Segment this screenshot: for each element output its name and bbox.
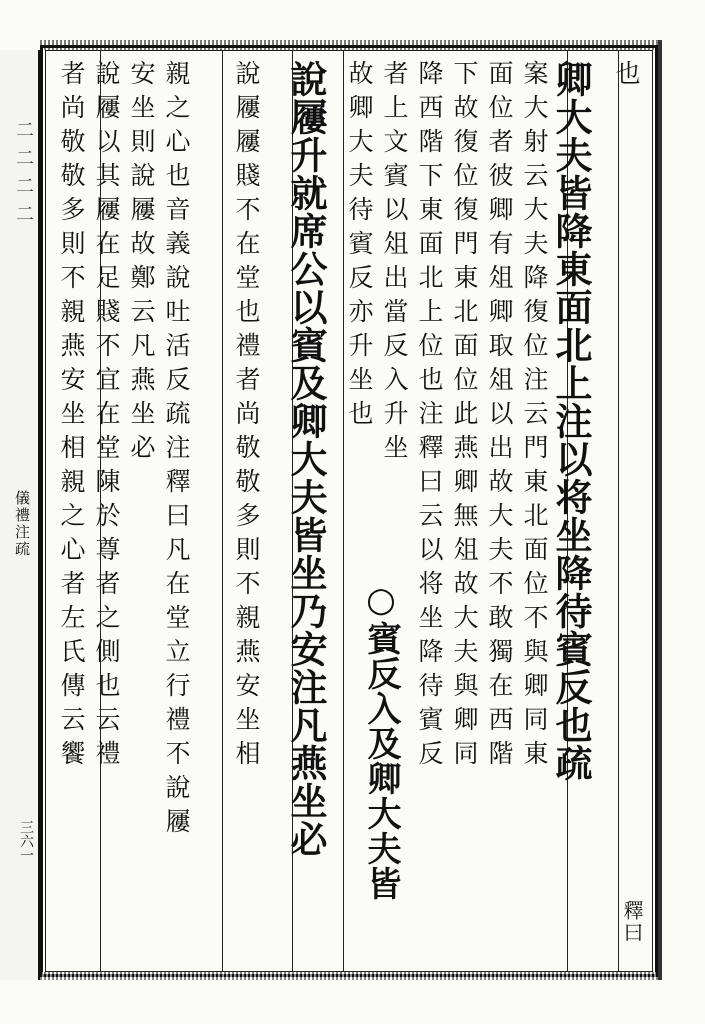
inline-mark: ○賓反入及卿大夫皆: [361, 580, 401, 901]
bottom-border-hatch: [40, 972, 658, 980]
text-column: 者上文賓以俎出當反入升坐: [380, 60, 409, 468]
text-column: 說屨升就席公以賓及卿大夫皆坐乃安注凡燕坐必: [284, 60, 328, 858]
text-column: 降西階下東面北上位也注釋曰云以将坐降待賓反: [415, 60, 444, 774]
text-column: 也: [612, 60, 641, 94]
column-rule: [222, 50, 223, 972]
text-column: 下故復位復門東北面位此燕卿無俎故大夫與卿同: [450, 60, 479, 774]
column-rule: [343, 50, 344, 972]
page-fold-margin: [0, 50, 40, 980]
text-column: 說屨以其屨在足賤不宜在堂陳於尊者之側也云禮: [92, 60, 121, 774]
text-column: 故卿大夫待賓反亦升坐也: [345, 60, 374, 434]
text-column: 面位者彼卿有俎卿取俎以出故大夫不敢獨在西階: [485, 60, 514, 774]
text-column: 案大射云大夫降復位注云門東北面位不與卿同東: [520, 60, 549, 774]
margin-book-title: 儀禮注疏: [13, 490, 31, 558]
inline-note: 釋曰: [620, 900, 644, 944]
text-column: 說屨屨賤不在堂也禮者尚敬敬多則不親燕安坐相: [232, 60, 261, 774]
margin-page-number: 三六一: [18, 820, 34, 862]
text-column: 安坐則說屨故鄭云凡燕坐必: [127, 60, 156, 468]
margin-marks: 二二二二: [13, 120, 34, 232]
text-column: 者尚敬敬多則不親燕安坐相親之心者左氏傳云饗: [57, 60, 86, 774]
text-column: 親之心也音義說吐活反疏注釋曰凡在堂立行禮不說屨: [162, 60, 191, 842]
column-rule: [618, 50, 619, 972]
text-column: 卿大夫皆降東面北上注以将坐降待賓反也疏: [549, 60, 593, 782]
right-edge-band: [658, 40, 662, 980]
